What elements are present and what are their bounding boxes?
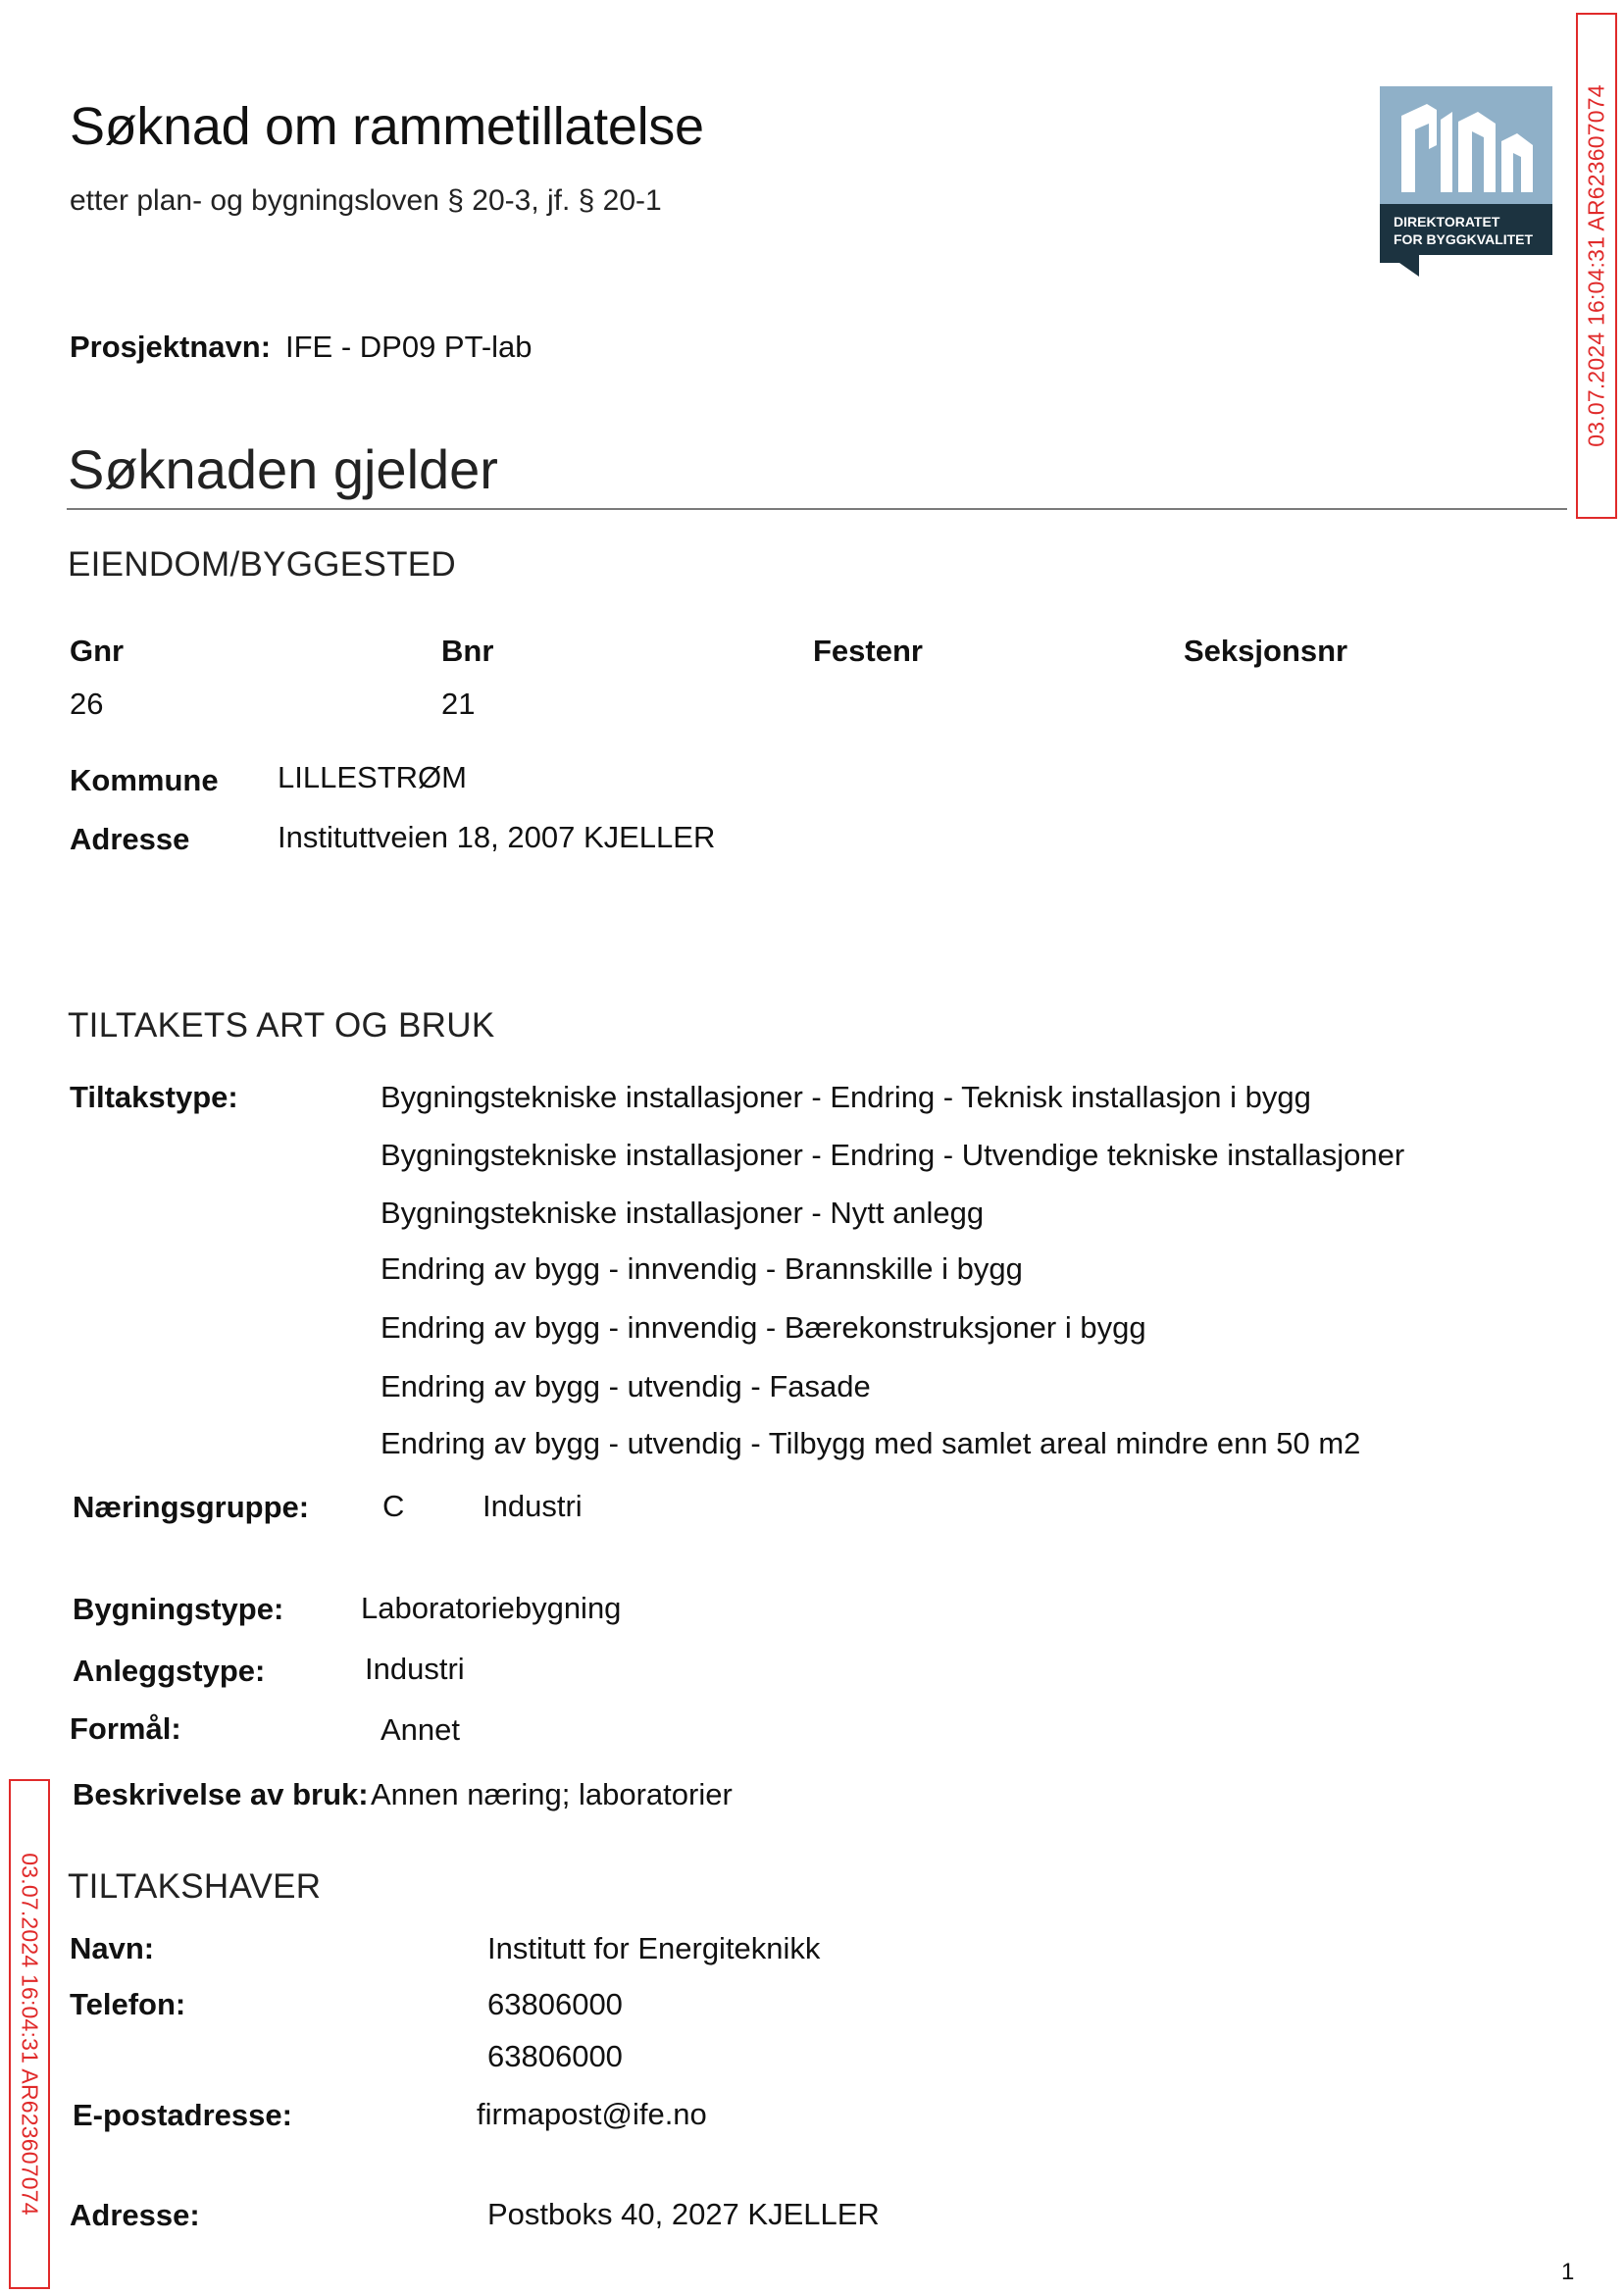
kommune-label: Kommune <box>70 763 219 797</box>
section-title: Søknaden gjelder <box>68 438 498 500</box>
anleggstype-value: Industri <box>365 1652 465 1686</box>
beskrivelse-label: Beskrivelse av bruk: <box>73 1777 369 1811</box>
section-divider <box>67 508 1567 510</box>
formal-value: Annet <box>381 1712 461 1747</box>
tiltakstype-item: Endring av bygg - utvendig - Fasade <box>381 1369 871 1403</box>
document-title: Søknad om rammetillatelse <box>70 97 704 156</box>
document-subtitle: etter plan- og bygningsloven § 20-3, jf. § 20-1 <box>70 184 662 217</box>
phone-value: 63806000 <box>487 1987 623 2021</box>
kommune-value: LILLESTRØM <box>278 760 467 794</box>
phone-value-secondary: 63806000 <box>487 2039 623 2073</box>
owner-heading: TILTAKSHAVER <box>68 1867 322 1906</box>
bygningstype-label: Bygningstype: <box>73 1592 284 1626</box>
tiltakstype-item: Endring av bygg - innvendig - Bærekonstruksjoner i bygg <box>381 1310 1146 1345</box>
bnr-value: 21 <box>441 687 476 721</box>
formal-label: Formål: <box>70 1711 181 1746</box>
tiltakstype-item: Bygningstekniske installasjoner - Endring - Teknisk installasjon i bygg <box>381 1080 1311 1114</box>
gnr-column-header: Gnr <box>70 634 125 668</box>
beskrivelse-value: Annen næring; laboratorier <box>371 1777 733 1811</box>
naeringsgruppe-name: Industri <box>482 1489 583 1523</box>
tiltakstype-item: Bygningstekniske installasjoner - Endring - Utvendige tekniske installasjoner <box>381 1138 1405 1172</box>
owner-name-label: Navn: <box>70 1931 155 1965</box>
tiltakstype-label: Tiltakstype: <box>70 1080 238 1114</box>
email-value: firmapost@ife.no <box>477 2097 707 2131</box>
property-address-value: Instituttveien 18, 2007 KJELLER <box>278 820 716 854</box>
festenr-column-header: Festenr <box>813 634 923 668</box>
tiltakstype-item: Bygningstekniske installasjoner - Nytt anlegg <box>381 1196 985 1230</box>
page-number: 1 <box>1561 2259 1575 2285</box>
owner-address-value: Postboks 40, 2027 KJELLER <box>487 2197 880 2231</box>
measure-heading: TILTAKETS ART OG BRUK <box>68 1006 495 1045</box>
stamp-text: 03.07.2024 16:04:31 AR623607074 <box>1583 84 1609 447</box>
naeringsgruppe-code: C <box>382 1489 405 1523</box>
anleggstype-label: Anleggstype: <box>73 1654 266 1688</box>
property-heading: EIENDOM/BYGGESTED <box>68 545 456 584</box>
logo-text-line2: FOR BYGGKVALITET <box>1394 231 1534 247</box>
dibk-logo <box>1380 86 1552 277</box>
tiltakstype-item: Endring av bygg - innvendig - Brannskille i bygg <box>381 1251 1023 1286</box>
timestamp-stamp-left <box>9 1779 50 2289</box>
logo-text-line1: DIREKTORATET <box>1394 214 1500 229</box>
email-label: E-postadresse: <box>73 2098 292 2132</box>
project-name-label: Prosjektnavn: <box>70 330 272 364</box>
gnr-value: 26 <box>70 687 104 721</box>
tiltakstype-item: Endring av bygg - utvendig - Tilbygg med samlet areal mindre enn 50 m2 <box>381 1426 1361 1460</box>
project-name-value: IFE - DP09 PT-lab <box>285 330 533 364</box>
bygningstype-value: Laboratoriebygning <box>361 1591 622 1625</box>
naeringsgruppe-label: Næringsgruppe: <box>73 1490 310 1524</box>
phone-label: Telefon: <box>70 1987 186 2021</box>
property-address-label: Adresse <box>70 822 190 856</box>
seksjonsnr-column-header: Seksjonsnr <box>1184 634 1348 668</box>
timestamp-stamp-top <box>1576 13 1617 519</box>
building-logo-icon <box>1380 86 1552 277</box>
bnr-column-header: Bnr <box>441 634 494 668</box>
stamp-text: 03.07.2024 16:04:31 AR623607074 <box>17 1853 43 2216</box>
owner-name-value: Institutt for Energiteknikk <box>487 1931 821 1965</box>
owner-address-label: Adresse: <box>70 2198 200 2232</box>
